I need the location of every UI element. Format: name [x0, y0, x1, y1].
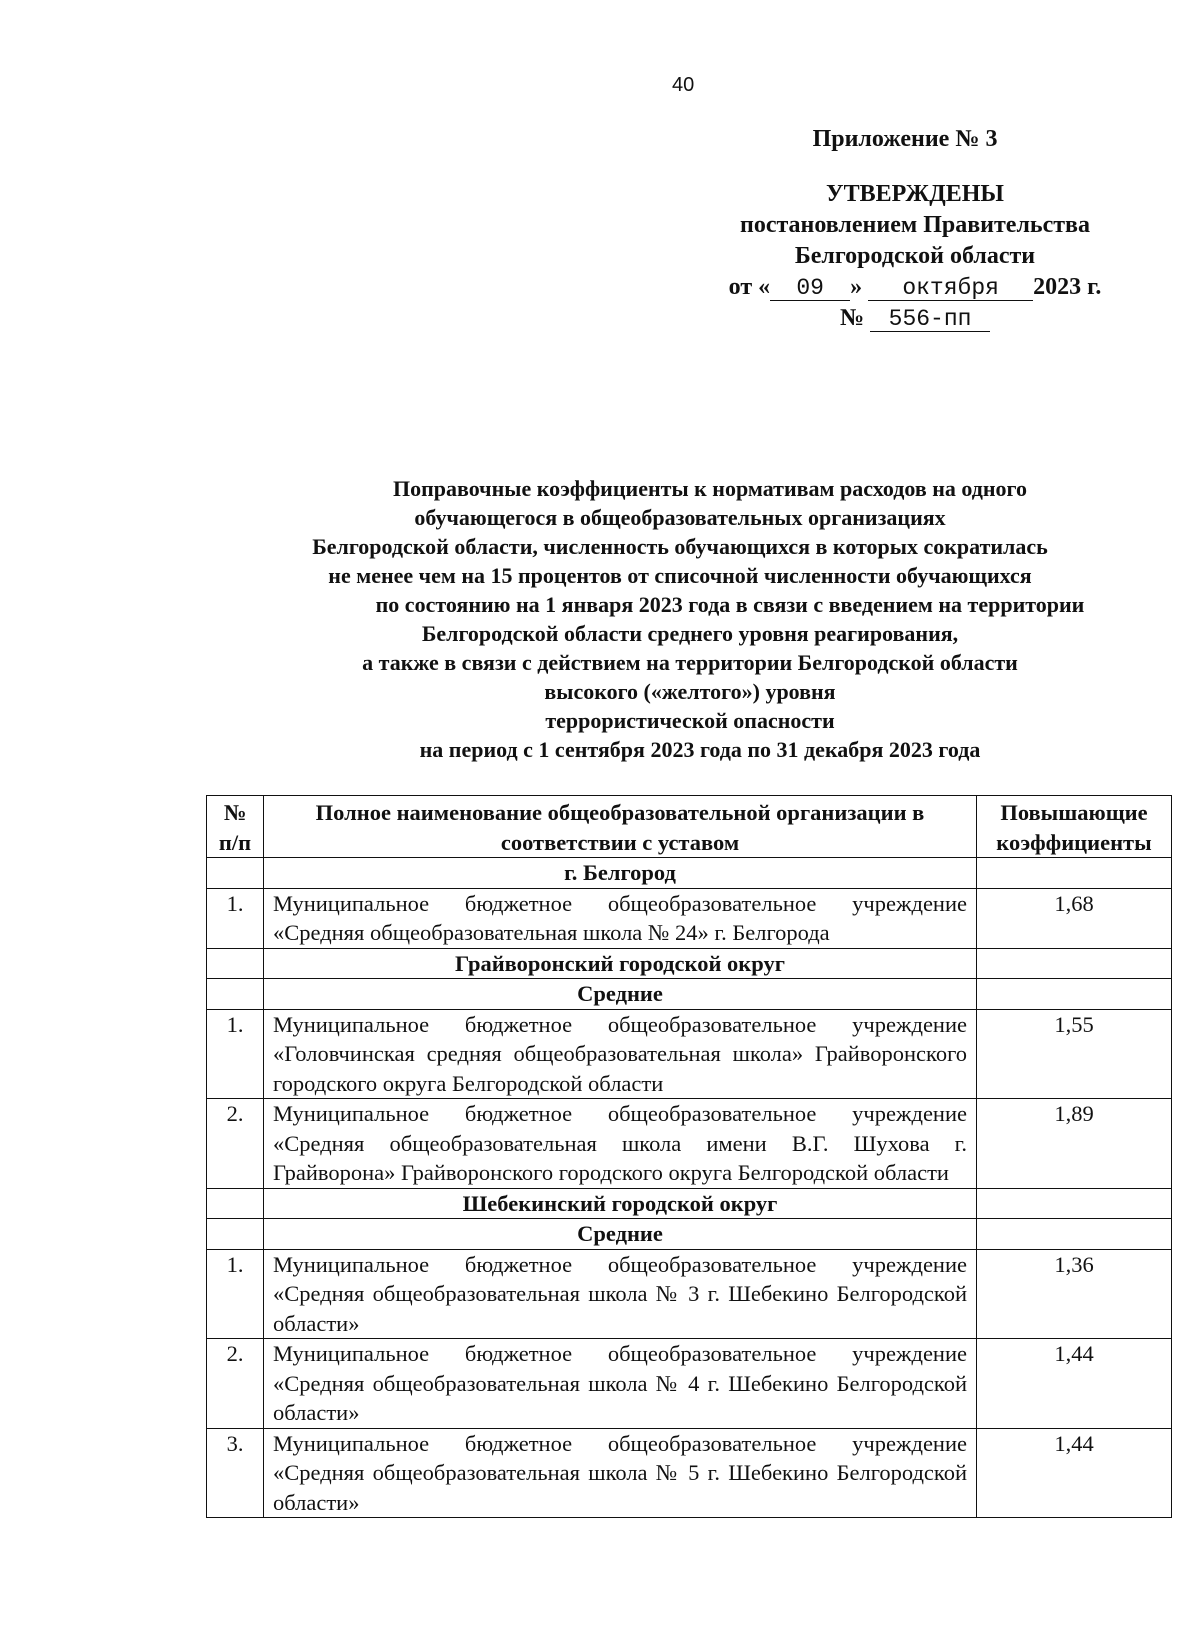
group-label: г. Белгород — [264, 858, 977, 889]
organization-name: Муниципальное бюджетное общеобразовательное учреждение «Средняя общеобразовательная школа № 4 г. Шебекино Белгородской области» — [264, 1339, 977, 1429]
header-coefficient: Повышающие коэффициенты — [977, 796, 1172, 858]
date-prefix: от « — [728, 274, 771, 300]
approval-number — [700, 303, 1130, 334]
row-number: 1. — [207, 888, 264, 948]
organization-name: Муниципальное бюджетное общеобразовательное учреждение «Головчинская средняя общеобразовательная школа» Грайворонского городского округа Белгородской области — [264, 1009, 977, 1099]
organization-name: Муниципальное бюджетное общеобразовательное учреждение «Средняя общеобразовательная школа № 3 г. Шебекино Белгородской области» — [264, 1249, 977, 1339]
table-row — [207, 1009, 1172, 1099]
table-group-row — [207, 1219, 1172, 1250]
coefficient-value: 1,44 — [977, 1339, 1172, 1429]
approved-by-line-1: постановлением Правительства — [739, 212, 1090, 238]
group-label: Грайворонский городской округ — [264, 948, 977, 979]
table-header-row — [207, 796, 1172, 858]
resolution-number: 556-пп — [870, 307, 990, 332]
approved-by-line-2: Белгородской области — [794, 243, 1036, 269]
approved-heading: УТВЕРЖДЕНЫ — [826, 181, 1004, 207]
date-year: 2023 г. — [1033, 274, 1102, 300]
table-group-row — [207, 979, 1172, 1010]
date-month: октября — [868, 276, 1033, 301]
table-row — [207, 1099, 1172, 1189]
organization-name: Муниципальное бюджетное общеобразовательное учреждение «Средняя общеобразовательная школа № 24» г. Белгорода — [264, 888, 977, 948]
title-line: высокого («желтого») уровня — [544, 679, 836, 704]
date-day: 09 — [770, 276, 850, 301]
title-line: обучающегося в общеобразовательных организациях — [414, 505, 946, 530]
title-line: Белгородской области, численность обучающихся в которых сократилась — [312, 534, 1048, 559]
row-number: 1. — [207, 1249, 264, 1339]
row-number: 2. — [207, 1099, 264, 1189]
table-row — [207, 1339, 1172, 1429]
coefficient-value: 1,55 — [977, 1009, 1172, 1099]
table-row — [207, 1428, 1172, 1518]
row-number: 1. — [207, 1009, 264, 1099]
table-row — [207, 888, 1172, 948]
coefficient-value: 1,68 — [977, 888, 1172, 948]
header-number: № п/п — [207, 796, 264, 858]
row-number: 2. — [207, 1339, 264, 1429]
coefficient-value: 1,36 — [977, 1249, 1172, 1339]
title-line: по состоянию на 1 января 2023 года в связи с введением на территории — [375, 592, 1085, 617]
row-number: 3. — [207, 1428, 264, 1518]
coefficients-table — [206, 795, 1172, 1518]
header-organization: Полное наименование общеобразовательной организации в соответствии с уставом — [264, 796, 977, 858]
title-line: не менее чем на 15 процентов от списочной численности обучающихся — [328, 563, 1032, 588]
title-line: а также в связи с действием на территории Белгородской области — [362, 650, 1018, 675]
approval-date — [700, 272, 1130, 303]
group-label: Шебекинский городской округ — [264, 1188, 977, 1219]
title-line: террористической опасности — [545, 708, 835, 733]
document-title — [190, 474, 1190, 764]
organization-name: Муниципальное бюджетное общеобразовательное учреждение «Средняя общеобразовательная школа имени В.Г. Шухова г. Грайворона» Грайворонского городского округа Белгородской области — [264, 1099, 977, 1189]
appendix-label: Приложение № 3 — [812, 126, 998, 152]
title-line: Белгородской области среднего уровня реагирования, — [421, 621, 959, 646]
date-mid: » — [850, 274, 863, 300]
approval-block — [700, 124, 1130, 334]
table-group-row — [207, 948, 1172, 979]
number-prefix: № — [839, 305, 865, 331]
title-line: на период с 1 сентября 2023 года по 31 декабря 2023 года — [419, 737, 981, 762]
page-number: 40 — [672, 74, 695, 96]
group-label: Средние — [264, 979, 977, 1010]
table-group-row — [207, 858, 1172, 889]
title-line: Поправочные коэффициенты к нормативам расходов на одного — [393, 476, 1027, 501]
table-row — [207, 1249, 1172, 1339]
coefficient-value: 1,44 — [977, 1428, 1172, 1518]
table-group-row — [207, 1188, 1172, 1219]
group-label: Средние — [264, 1219, 977, 1250]
coefficient-value: 1,89 — [977, 1099, 1172, 1189]
organization-name: Муниципальное бюджетное общеобразовательное учреждение «Средняя общеобразовательная школа № 5 г. Шебекино Белгородской области» — [264, 1428, 977, 1518]
